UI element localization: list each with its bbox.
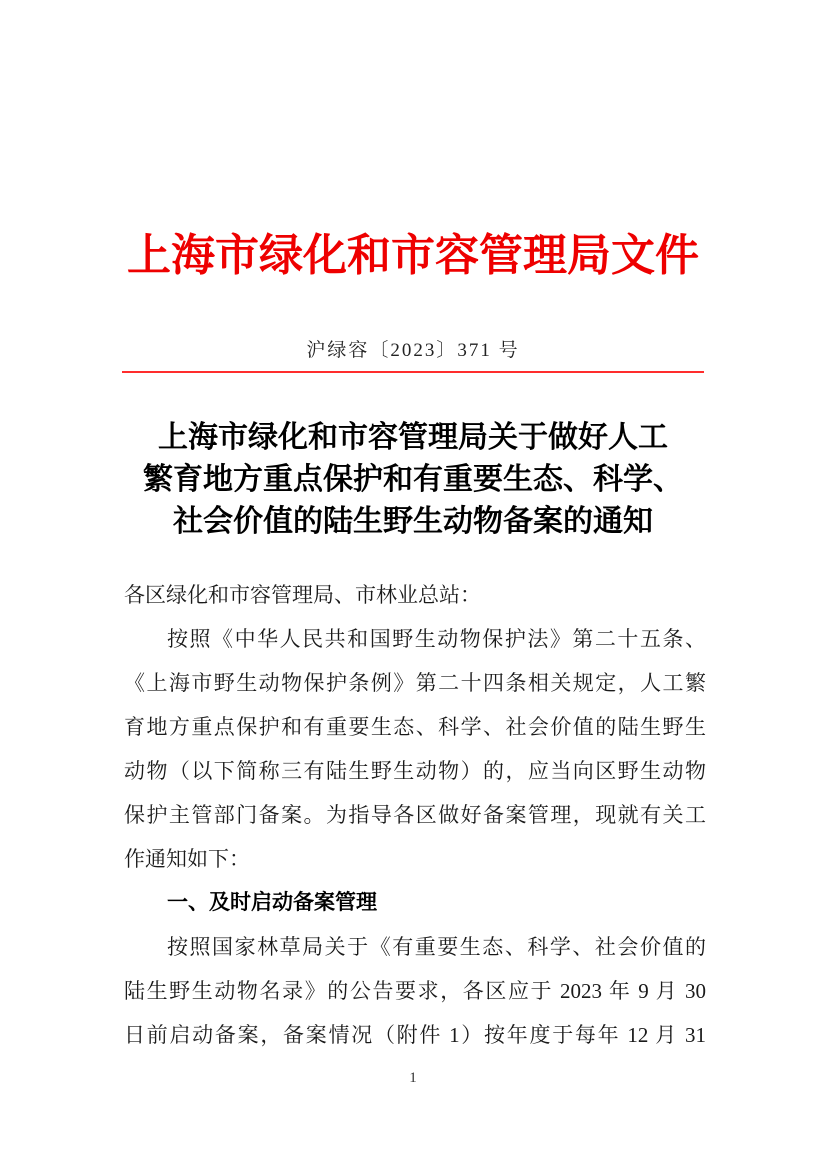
text-line: 《上海市野生动物保护条例》第二十四条相关规定，人工繁 [124,671,706,695]
text-line: 日前启动备案，备案情况（附件 1）按年度于每年 12 月 31 [124,1023,706,1047]
document-title-line: 繁育地方重点保护和有重要生态、科学、 [143,463,683,496]
document-number: 沪绿容〔2023〕371 号 [306,340,520,361]
document-title-line: 上海市绿化和市容管理局关于做好人工 [158,421,668,454]
salutation-line: 各区绿化和市容管理局、市林业总站： [124,583,481,607]
text-line: 按照国家林草局关于《有重要生态、科学、社会价值的 [167,935,706,959]
agency-header-title: 上海市绿化和市容管理局文件 [127,231,699,280]
text-line: 作通知如下： [124,847,250,871]
red-divider-line [122,371,704,373]
text-line: 育地方重点保护和有重要生态、科学、社会价值的陆生野生 [124,715,706,739]
document-title [0,417,826,543]
section-heading: 一、及时启动备案管理 [167,891,377,914]
text-line: 保护主管部门备案。为指导各区做好备案管理，现就有关工 [124,803,706,827]
text-line: 按照《中华人民共和国野生动物保护法》第二十五条、 [167,627,706,651]
text-line: 陆生野生动物名录》的公告要求，各区应于 2023 年 9 月 30 [124,979,706,1003]
document-body [124,573,706,1057]
text-line: 动物（以下简称三有陆生野生动物）的，应当向区野生动物 [124,759,706,783]
document-title-line: 社会价值的陆生野生动物备案的通知 [173,505,653,538]
page-number: 1 [409,1070,417,1086]
